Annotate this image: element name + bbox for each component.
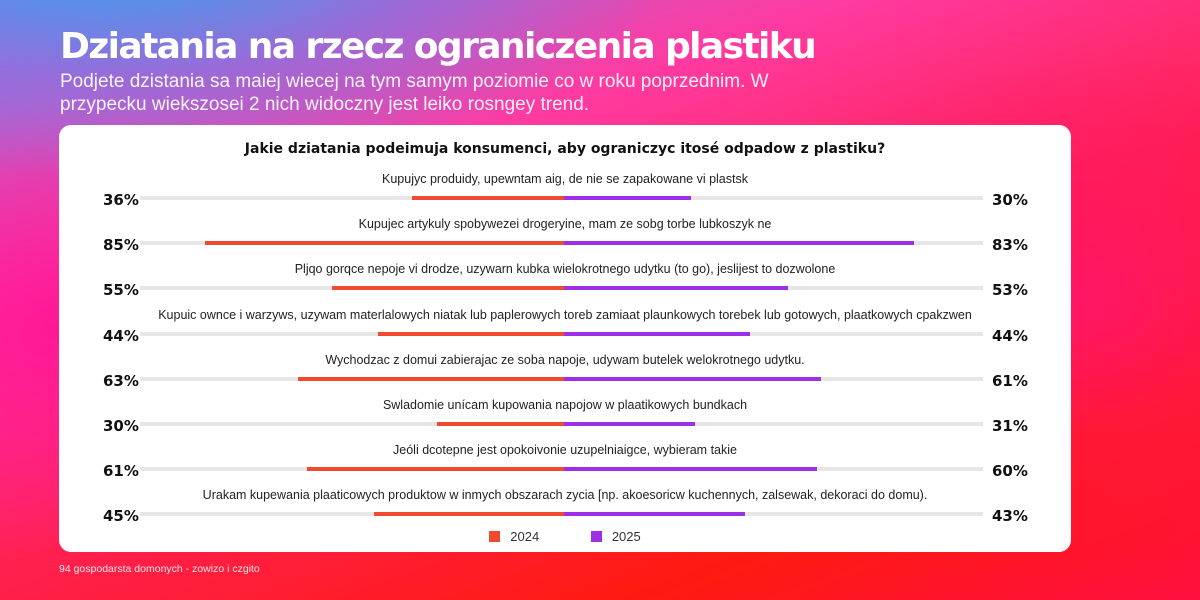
value-2024: 45% [103, 507, 139, 526]
legend-item-2025 [591, 529, 641, 544]
page-title: Dziatania na rzecz ograniczenia plastiku [60, 26, 816, 67]
bar-2024 [298, 377, 564, 381]
value-2025: 60% [992, 462, 1028, 481]
bar-2024 [437, 422, 564, 426]
chart-row [59, 488, 1071, 528]
value-2025: 44% [992, 326, 1028, 345]
value-2024: 36% [103, 191, 139, 209]
chart-row [59, 308, 1071, 348]
value-2025: 83% [992, 236, 1028, 255]
page-subtitle: Podjete dzistania sa maiej wiecej na tym samym poziomie co w roku poprzednim. W przypecku wiekszosei 2 nich widoczny jest leiko rosngey trend. [60, 71, 769, 115]
row-label: Kupuic ownce i warzyws, uzywam materlalowych niatak lub paplerowych toreb zamiaat plaunkowych torebek lub gotowych, plaatkowych cpakzwen [158, 307, 972, 322]
value-2025: 43% [992, 507, 1028, 526]
value-2024: 85% [103, 236, 139, 255]
chart-row [59, 262, 1071, 302]
chart-row [59, 398, 1071, 438]
chart-row [59, 217, 1071, 257]
bar-2025 [564, 422, 695, 426]
legend-item-2024 [489, 529, 539, 544]
value-2024: 63% [103, 371, 139, 390]
chart-row [59, 172, 1071, 212]
value-2025: 31% [992, 417, 1028, 435]
bar-2025 [564, 467, 817, 471]
footer-note: 94 gospodarsta domonych - zowizo i czgito [59, 563, 260, 575]
legend-swatch-2024 [489, 531, 500, 542]
bar-2024 [378, 332, 564, 336]
legend-swatch-2025 [591, 531, 602, 542]
value-2024: 44% [103, 326, 139, 345]
bar-2024 [374, 512, 564, 516]
row-label: Swladomie unícam kupowania napojow w plaatikowych bundkach [382, 398, 748, 412]
row-label: Kupujyc produidy, upewntam aig, de nie se zapakowane vi plastsk [382, 172, 748, 186]
row-label: Wychodzac z domui zabierajac ze soba napoje, udywam butelek welokrotnego udytku. [325, 352, 805, 367]
chart-card [59, 125, 1071, 552]
row-label: Pljqo gorqce nepoje vi drodze, uzywarn kubka wielokrotnego udytku (to go), jeslijest to dozwolone [294, 262, 836, 277]
row-label: Jeóli dcotepne jest opokoivonie uzupelniaigce, wybieram takie [393, 443, 737, 458]
chart-row [59, 353, 1071, 393]
value-2025: 53% [992, 281, 1028, 300]
bar-2025 [564, 241, 914, 245]
bar-2024 [412, 196, 564, 200]
bar-2025 [564, 286, 788, 290]
value-2025: 61% [992, 371, 1028, 390]
value-2024: 61% [103, 462, 139, 481]
bar-2024 [307, 467, 564, 471]
bar-2025 [564, 332, 750, 336]
value-2024: 30% [103, 417, 139, 435]
bar-2024 [332, 286, 564, 290]
bar-2025 [564, 512, 745, 516]
value-2025: 30% [992, 191, 1028, 209]
value-2024: 55% [103, 281, 139, 300]
header [60, 26, 815, 116]
bar-2024 [205, 241, 564, 245]
chart-title: Jakie dziatania podeimuja konsumenci, aby ograniczyc itosé odpadow z plastiku? [244, 141, 886, 157]
row-label: Urakam kupewania plaaticowych produktow w inmych obszarach zycia [np. akoesoricw kuchennych, zalsewak, dekoraci do domu). [202, 488, 928, 503]
legend-label: 2025 [611, 529, 641, 544]
row-label: Kupujec artykuly spobywezei drogeryine, mam ze sobg torbe lubkoszyk ne [358, 217, 772, 232]
bar-2025 [564, 377, 821, 381]
legend-label: 2024 [510, 529, 540, 544]
bar-2025 [564, 196, 691, 200]
chart-legend [59, 529, 1071, 545]
chart-row [59, 443, 1071, 483]
